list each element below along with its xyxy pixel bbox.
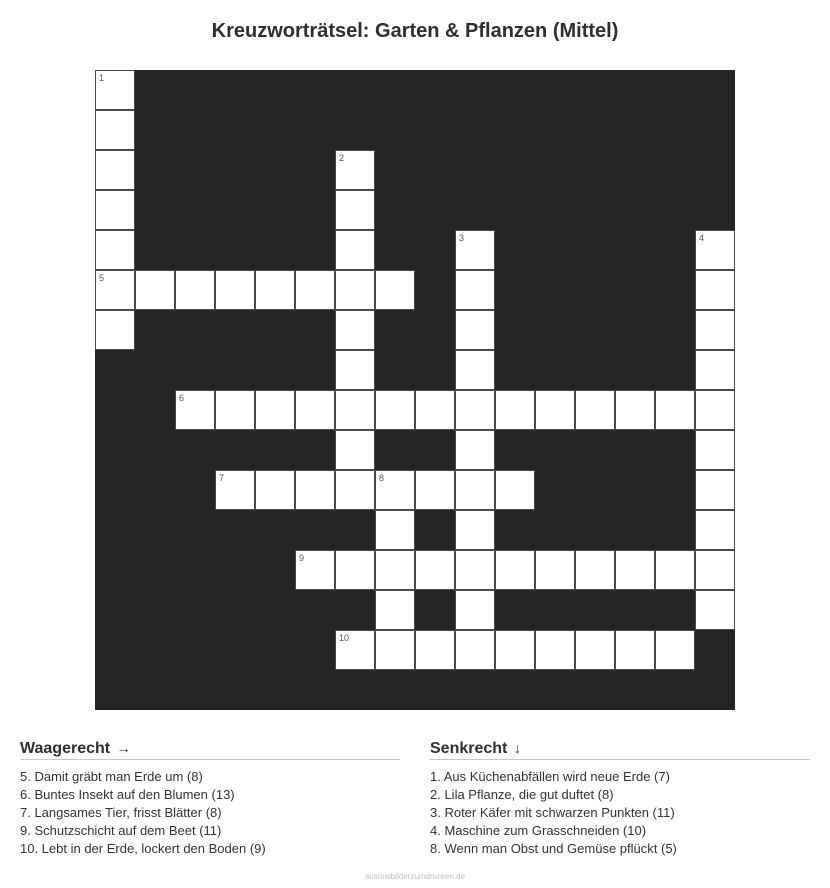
grid-cell[interactable] [455,510,495,550]
grid-cell[interactable] [575,550,615,590]
clue-across-7: 7. Langsames Tier, frisst Blätter (8) [20,805,222,820]
clue-down-2: 2. Lila Pflanze, die gut duftet (8) [430,787,614,802]
clue-across-6: 6. Buntes Insekt auf den Blumen (13) [20,787,235,802]
grid-cell[interactable] [95,150,135,190]
grid-cell[interactable] [335,150,375,190]
grid-cell[interactable] [415,470,455,510]
grid-cell[interactable] [375,590,415,630]
arrow-down-icon: ↓ [513,740,521,756]
grid-cell[interactable] [495,550,535,590]
clue-number: 5 [99,273,105,283]
clue-number: 1 [99,73,105,83]
down-heading-label: Senkrecht [430,740,508,757]
grid-cell[interactable] [335,230,375,270]
grid-cell[interactable] [175,390,215,430]
grid-cell[interactable] [655,630,695,670]
grid-cell[interactable] [575,630,615,670]
grid-cell[interactable] [535,630,575,670]
down-clues-panel [430,740,810,858]
grid-cell[interactable] [455,350,495,390]
grid-cell[interactable] [695,510,735,550]
grid-cell[interactable] [695,230,735,270]
grid-cell[interactable] [95,190,135,230]
arrow-right-icon: → [116,740,131,756]
clue-number: 3 [459,233,465,243]
grid-cell[interactable] [415,390,455,430]
grid-cell[interactable] [335,390,375,430]
grid-cell[interactable] [495,390,535,430]
grid-cell[interactable] [615,630,655,670]
grid-cell[interactable] [335,430,375,470]
down-heading [430,740,810,760]
grid-cell[interactable] [695,430,735,470]
grid-cell[interactable] [335,190,375,230]
grid-cell[interactable] [335,310,375,350]
grid-cell[interactable] [95,230,135,270]
grid-cell[interactable] [295,470,335,510]
clue-number: 8 [379,473,385,483]
clue-down-3: 3. Roter Käfer mit schwarzen Punkten (11) [430,805,675,820]
grid-cell[interactable] [375,390,415,430]
grid-cell[interactable] [695,350,735,390]
grid-cell[interactable] [415,550,455,590]
clue-down-1: 1. Aus Küchenabfällen wird neue Erde (7) [430,769,670,784]
grid-cell[interactable] [575,390,615,430]
clue-number: 6 [179,393,185,403]
clue-number: 10 [339,633,350,643]
grid-cell[interactable] [695,470,735,510]
grid-cell[interactable] [375,270,415,310]
grid-cell[interactable] [335,630,375,670]
grid-cell[interactable] [215,390,255,430]
grid-cell[interactable] [455,590,495,630]
grid-cell[interactable] [335,350,375,390]
clue-across-5: 5. Damit gräbt man Erde um (8) [20,769,203,784]
grid-cell[interactable] [455,630,495,670]
grid-cell[interactable] [695,550,735,590]
grid-cell[interactable] [655,390,695,430]
grid-cell[interactable] [95,270,135,310]
grid-cell[interactable] [335,270,375,310]
grid-cell[interactable] [175,270,215,310]
grid-cell[interactable] [455,470,495,510]
grid-cell[interactable] [695,310,735,350]
grid-cell[interactable] [615,390,655,430]
grid-cell[interactable] [455,390,495,430]
grid-cell[interactable] [455,310,495,350]
grid-cell[interactable] [215,270,255,310]
grid-cell[interactable] [415,630,455,670]
footer-credit: ausmalbilderzumdrucken.de [364,872,466,881]
grid-cell[interactable] [455,230,495,270]
across-heading-label: Waagerecht [20,740,111,757]
grid-cell[interactable] [255,390,295,430]
grid-cell[interactable] [295,390,335,430]
grid-cell[interactable] [295,550,335,590]
clue-across-9: 9. Schutzschicht auf dem Beet (11) [20,823,222,838]
grid-cell[interactable] [375,470,415,510]
clue-number: 4 [699,233,705,243]
grid-cell[interactable] [495,630,535,670]
grid-cell[interactable] [375,550,415,590]
crossword-grid [95,70,735,710]
grid-cell[interactable] [95,310,135,350]
clue-down-8: 8. Wenn man Obst und Gemüse pflückt (5) [430,841,677,856]
grid-cell[interactable] [695,590,735,630]
grid-cell[interactable] [695,270,735,310]
grid-cell[interactable] [255,270,295,310]
grid-cell[interactable] [95,70,135,110]
grid-cell[interactable] [375,630,415,670]
grid-cell[interactable] [295,270,335,310]
clue-number: 9 [299,553,305,563]
grid-cell[interactable] [335,470,375,510]
grid-cell[interactable] [455,430,495,470]
grid-cell[interactable] [375,510,415,550]
grid-cell[interactable] [695,390,735,430]
grid-cell[interactable] [615,550,655,590]
across-clues-panel [20,740,400,858]
grid-cell[interactable] [215,470,255,510]
grid-cell[interactable] [135,270,175,310]
clue-across-10: 10. Lebt in der Erde, lockert den Boden (9) [20,841,266,856]
grid-cell[interactable] [95,110,135,150]
across-heading [20,740,400,760]
down-clue-list [430,768,810,858]
grid-cell[interactable] [535,550,575,590]
clue-down-4: 4. Maschine zum Grasschneiden (10) [430,823,647,838]
grid-cell[interactable] [455,270,495,310]
across-clue-list [20,768,400,858]
grid-cell[interactable] [495,470,535,510]
grid-cell[interactable] [255,470,295,510]
page-title: Kreuzworträtsel: Garten & Pflanzen (Mittel) [211,20,619,42]
clue-number: 2 [339,153,345,163]
grid-cell[interactable] [455,550,495,590]
clue-number: 7 [219,473,225,483]
grid-cell[interactable] [335,550,375,590]
grid-cell[interactable] [535,390,575,430]
grid-cell[interactable] [655,550,695,590]
